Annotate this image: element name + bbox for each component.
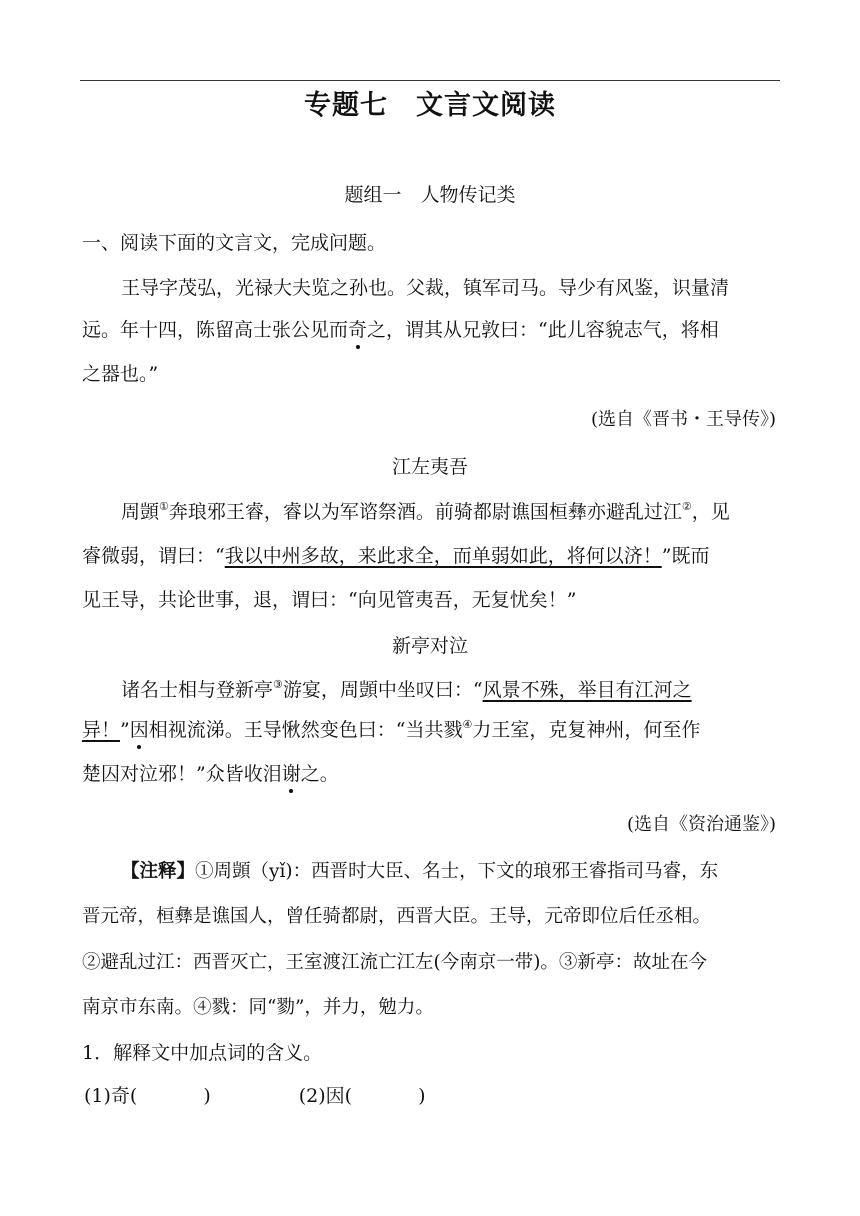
passage1-line2: 远。年十四，陈留高士张公见而奇之，谓其从兄敦曰：“此儿容貌志气，将相 bbox=[82, 319, 719, 341]
passage2-line2: 睿微弱，谓曰：“我以中州多故，来此求全，而单弱如此，将何以济！”既而 bbox=[82, 545, 710, 567]
notes-label: 【注释】 bbox=[121, 861, 196, 882]
footnote-marker: ② bbox=[681, 500, 692, 513]
group-heading: 题组一 人物传记类 bbox=[344, 184, 516, 206]
passage3-heading: 新亭对泣 bbox=[391, 635, 468, 657]
notes-line2: 晋元帝，桓彝是谯国人，曾任骑都尉，西晋大臣。王导，元帝即位后任丞相。 bbox=[82, 906, 712, 927]
passage3-line1: 诸名士相与登新亭③游宴，周顗中坐叹曰：“风景不殊，举目有江河之 bbox=[121, 678, 692, 701]
underlined-sentence: 风景不殊，举目有江河之 bbox=[482, 679, 692, 701]
passage1-line1: 王导字茂弘，光禄大夫览之孙也。父裁，镇军司马。导少有风鉴，识量清 bbox=[121, 277, 730, 299]
underlined-sentence: 我以中州多故，来此求全，而单弱如此，将何以济！ bbox=[224, 545, 662, 567]
passage1-line3: 之器也。” bbox=[82, 363, 159, 385]
passage3-source: (选自《资治通鉴》) bbox=[626, 814, 776, 835]
notes-line4: 南京市东南。④戮：同“勠”，并力，勉力。 bbox=[82, 997, 434, 1018]
notes-line3: ②避乱过江：西晋灭亡，王室渡江流亡江左(今南京一带)。③新亭：故址在今 bbox=[82, 952, 707, 973]
answer2-label: (2)因( bbox=[298, 1085, 353, 1107]
footnote-marker: ③ bbox=[273, 678, 283, 691]
passage3-line3: 楚囚对泣邪！”众皆收泪谢之。 bbox=[82, 763, 339, 785]
passage3-line2: 异！”因相视流涕。王导愀然变色曰：“当共戮④力王室，克复神州，何至作 bbox=[82, 718, 701, 741]
answer1-label: (1)奇( bbox=[84, 1085, 138, 1107]
footnote-marker: ④ bbox=[462, 718, 473, 731]
page-title: 专题七 文言文阅读 bbox=[304, 90, 556, 121]
passage2-heading: 江左夷吾 bbox=[391, 456, 468, 478]
top-rule bbox=[80, 80, 780, 81]
passage2-line1: 周顗①奔琅邪王睿，睿以为军谘祭酒。前骑都尉谯国桓彝亦避乱过江②，见 bbox=[121, 500, 730, 523]
question1-prompt: 1．解释文中加点词的含义。 bbox=[82, 1042, 323, 1064]
footnote-marker: ① bbox=[159, 500, 169, 513]
dotted-word: 谢 bbox=[281, 763, 301, 785]
passage2-line3: 见王导，共论世事，退，谓曰：“向见管夷吾，无复忧矣！” bbox=[82, 589, 577, 611]
notes-line1: 【注释】①周顗（yǐ)：西晋时大臣、名士，下文的琅邪王睿指司马睿，东 bbox=[121, 861, 719, 882]
question1-answers: (1)奇( ) (2)因( ) bbox=[84, 1085, 426, 1107]
dotted-word: 奇 bbox=[348, 319, 368, 341]
dotted-word: 因 bbox=[129, 719, 149, 741]
passage1-source: (选自《晋书・王导传》) bbox=[590, 409, 776, 430]
underlined-sentence-end: 异！ bbox=[82, 719, 121, 741]
section-intro: 一、阅读下面的文言文，完成问题。 bbox=[82, 232, 387, 254]
